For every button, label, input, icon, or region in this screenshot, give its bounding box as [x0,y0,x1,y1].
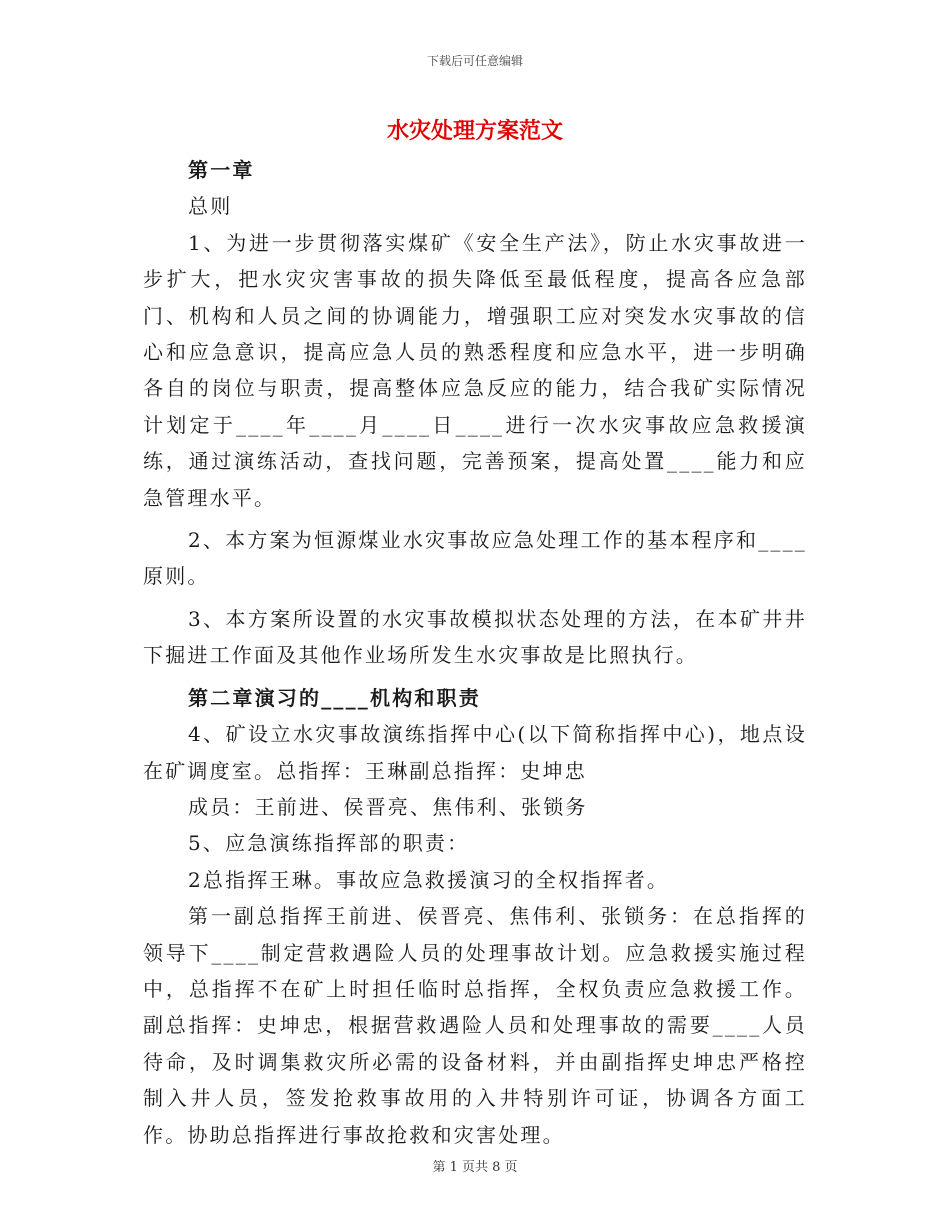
chapter-1-subtitle: 总则 [188,194,233,219]
paragraph-4: 4、矿设立水灾事故演练指挥中心(以下简称指挥中心)，地点设在矿调度室。总指挥：王琳副总指挥：史坤忠 [143,722,807,783]
paragraph-1: 1、为进一步贯彻落实煤矿《安全生产法》，防止水灾事故进一步扩大，把水灾灾害事故的损失降低至最低程度，提高各应急部门、机构和人员之间的协调能力，增强职工应对突发水灾事故的信心和应急意识，提高应急人员的熟悉程度和应急水平，进一步明确各自的岗位与职责，提高整体应急反应的能力，结合我矿实际情况计划定于____年____月____日____进行一次水灾事故应急救援演练，通过演练活动，查找问题，完善预案，提高处置____能力和应急管理水平。 [143,230,807,510]
members-line: 成员：王前进、侯晋亮、焦伟利、张锁务 [188,794,588,819]
document-title: 水灾处理方案范文 [386,118,563,144]
paragraph-6: 2总指挥王琳。事故应急救援演习的全权指挥者。 [188,867,670,892]
page-number-footer: 第 1 页共 8 页 [432,1160,518,1175]
document-body [143,152,807,1153]
paragraph-5: 5、应急演练指挥部的职责： [188,831,470,856]
paragraph-7: 第一副总指挥王前进、侯晋亮、焦伟利、张锁务：在总指挥的领导下____制定营救遇险人员的处理事故计划。应急救援实施过程中，总指挥不在矿上时担任临时总指挥，全权负责应急救援工作。副总指挥：史坤忠，根据营救遇险人员和处理事故的需要____人员待命，及时调集救灾所必需的设备材料，并由副指挥史坤忠严格控制入井人员，签发抢救事故用的入井特别许可证，协调各方面工作。协助总指挥进行事故抢救和灾害处理。 [143,904,807,1147]
chapter-2-heading: 第二章演习的____机构和职责 [188,685,481,710]
paragraph-2: 2、本方案为恒源煤业水灾事故应急处理工作的基本程序和____原则。 [143,528,807,589]
paragraph-3: 3、本方案所设置的水灾事故模拟状态处理的方法，在本矿井井下掘进工作面及其他作业场所发生水灾事故是比照执行。 [143,606,807,668]
page-header-note: 下载后可任意编辑 [426,54,523,68]
chapter-1-heading: 第一章 [188,158,255,182]
